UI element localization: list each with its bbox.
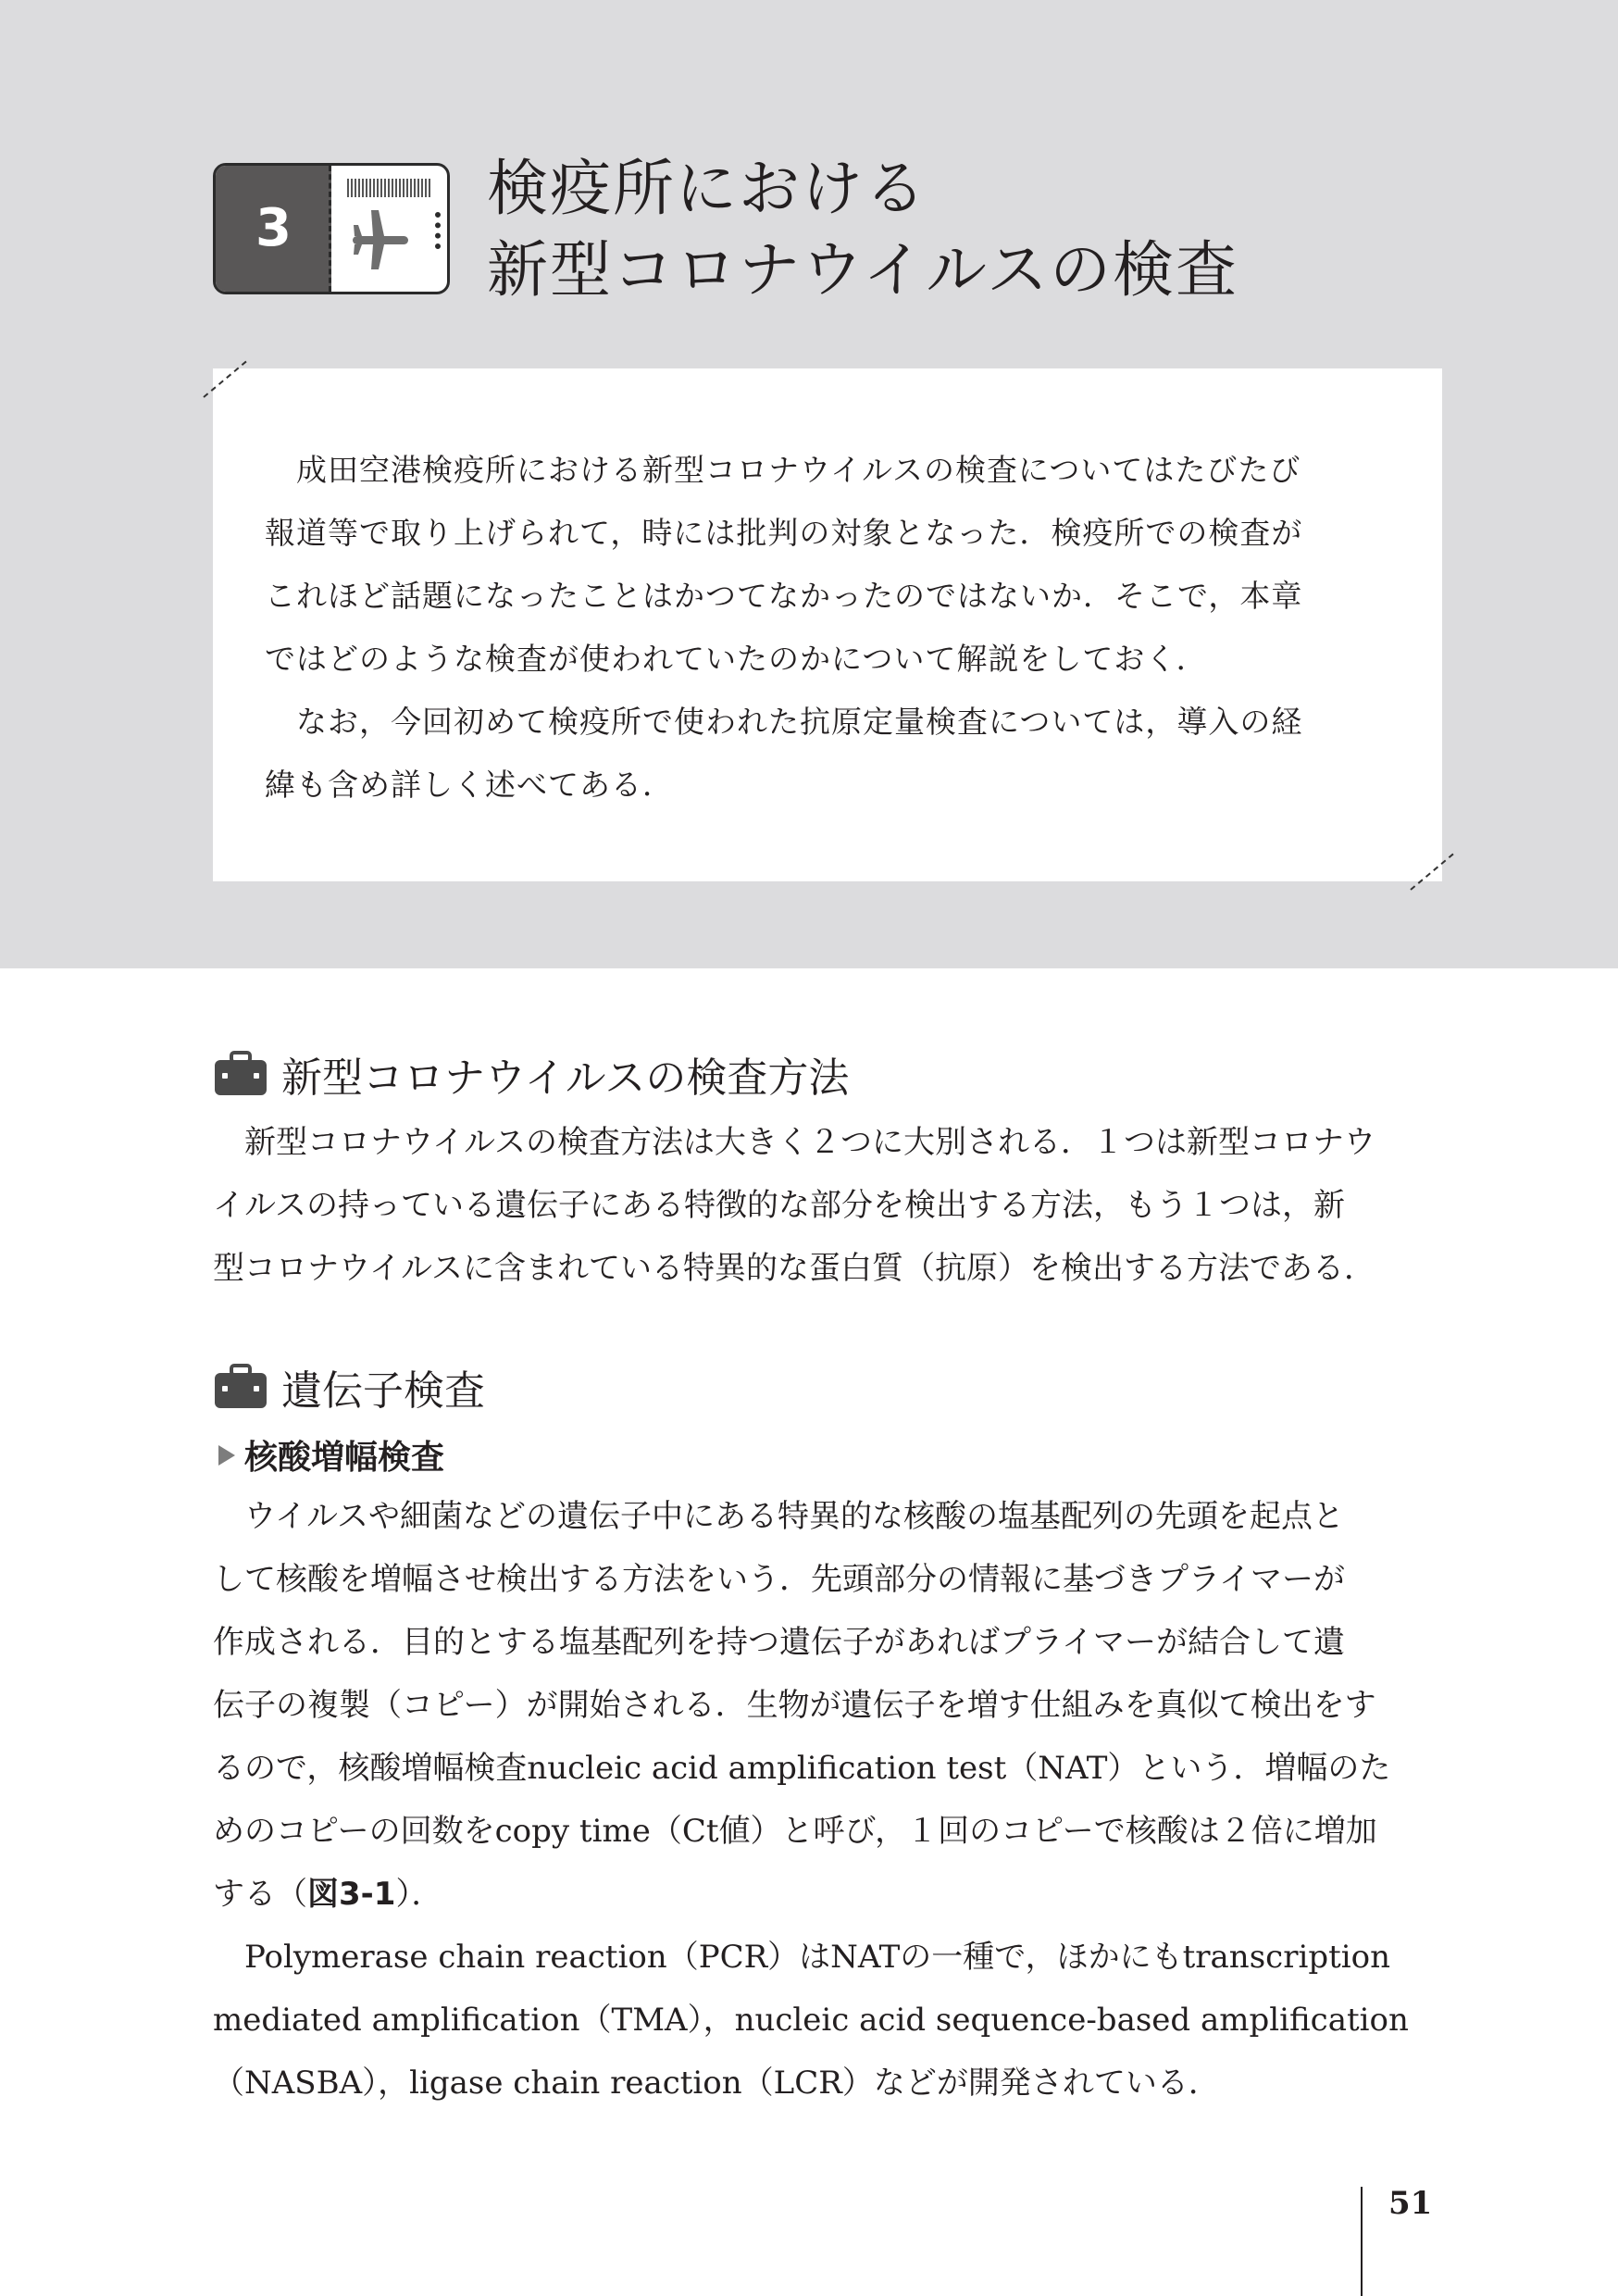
intro-text [265, 439, 1396, 817]
chapter-badge [213, 163, 450, 294]
body-line: 型コロナウイルスに含まれている特異的な蛋白質（抗原）を検出する方法である． [213, 1250, 1375, 1287]
suitcase-icon [213, 1364, 268, 1410]
chapter-number-box [216, 166, 331, 292]
section2-body [213, 1485, 1444, 2115]
section1-body [213, 1111, 1444, 1300]
section-heading-test-methods [213, 1046, 849, 1102]
chapter-title [487, 148, 1238, 311]
body-line [213, 1863, 1444, 1926]
body-line: mediated amplification（TMA），nucleic acid sequence-based amplification [213, 2002, 1409, 2039]
subheading-nat [218, 1431, 444, 1479]
intro-line: 緯も含め詳しく述べてある． [265, 767, 674, 803]
figure-reference-link[interactable]: 図3-1 [307, 1876, 396, 1913]
ticket-perforation [435, 212, 450, 249]
body-line: ウイルスや細菌などの遺伝子中にある特異的な核酸の塩基配列の先頭を起点と [244, 1498, 1344, 1535]
suitcase-icon [213, 1051, 268, 1097]
chapter-title-line2: 新型コロナウイルスの検査 [487, 234, 1239, 306]
page-number: 51 [1388, 2185, 1433, 2222]
body-line: イルスの持っている遺伝子にある特徴的な部分を検出する方法，もう１つは，新 [213, 1187, 1345, 1224]
intro-line: これほど話題になったことはかつてなかったのではないか．そこで，本章 [265, 578, 1303, 614]
body-line: （NASBA），ligase chain reaction（LCR）などが開発されている． [213, 2065, 1220, 2102]
chapter-number: 3 [255, 198, 292, 258]
airplane-icon [345, 203, 419, 277]
intro-line: ではどのような検査が使われていたのかについて解説をしておく． [265, 641, 1208, 677]
intro-line: なお，今回初めて検疫所で使われた抗原定量検査については，導入の経 [296, 704, 1303, 740]
triangle-bullet-icon [218, 1445, 235, 1466]
barcode-icon [347, 179, 432, 197]
body-text-fragment: する（ [213, 1876, 307, 1913]
chapter-title-line1: 検疫所における [487, 153, 927, 224]
body-line: 新型コロナウイルスの検査方法は大きく２つに大別される．１つは新型コロナウ [244, 1124, 1375, 1161]
body-line: るので，核酸増幅検査nucleic acid amplification test（NAT）という．増幅のた [213, 1750, 1391, 1787]
section-title: 遺伝子検査 [281, 1367, 485, 1415]
body-line: Polymerase chain reaction（PCR）はNATの一種で，ほかにもtranscription [244, 1939, 1390, 1976]
page-number-rule [1361, 2187, 1363, 2296]
intro-line: 報道等で取り上げられて，時には批判の対象となった．検疫所での検査が [265, 515, 1303, 551]
body-text-fragment: ）． [395, 1876, 443, 1913]
intro-line: 成田空港検疫所における新型コロナウイルスの検査についてはたびたび [296, 452, 1301, 488]
section-title: 新型コロナウイルスの検査方法 [281, 1054, 850, 1102]
section-heading-genetic-test [213, 1359, 485, 1415]
body-line: めのコピーの回数をcopy time（Ct値）と呼び，１回のコピーで核酸は２倍に増加 [213, 1813, 1377, 1850]
body-line: 作成される．目的とする塩基配列を持つ遺伝子があればプライマーが結合して遺 [213, 1624, 1345, 1661]
body-line: 伝子の複製（コピー）が開始される．生物が遺伝子を増す仕組みを真似て検出をす [213, 1687, 1376, 1724]
body-line: して核酸を増幅させ検出する方法をいう．先頭部分の情報に基づきプライマーが [213, 1561, 1345, 1598]
subheading-text: 核酸増幅検査 [244, 1439, 445, 1477]
